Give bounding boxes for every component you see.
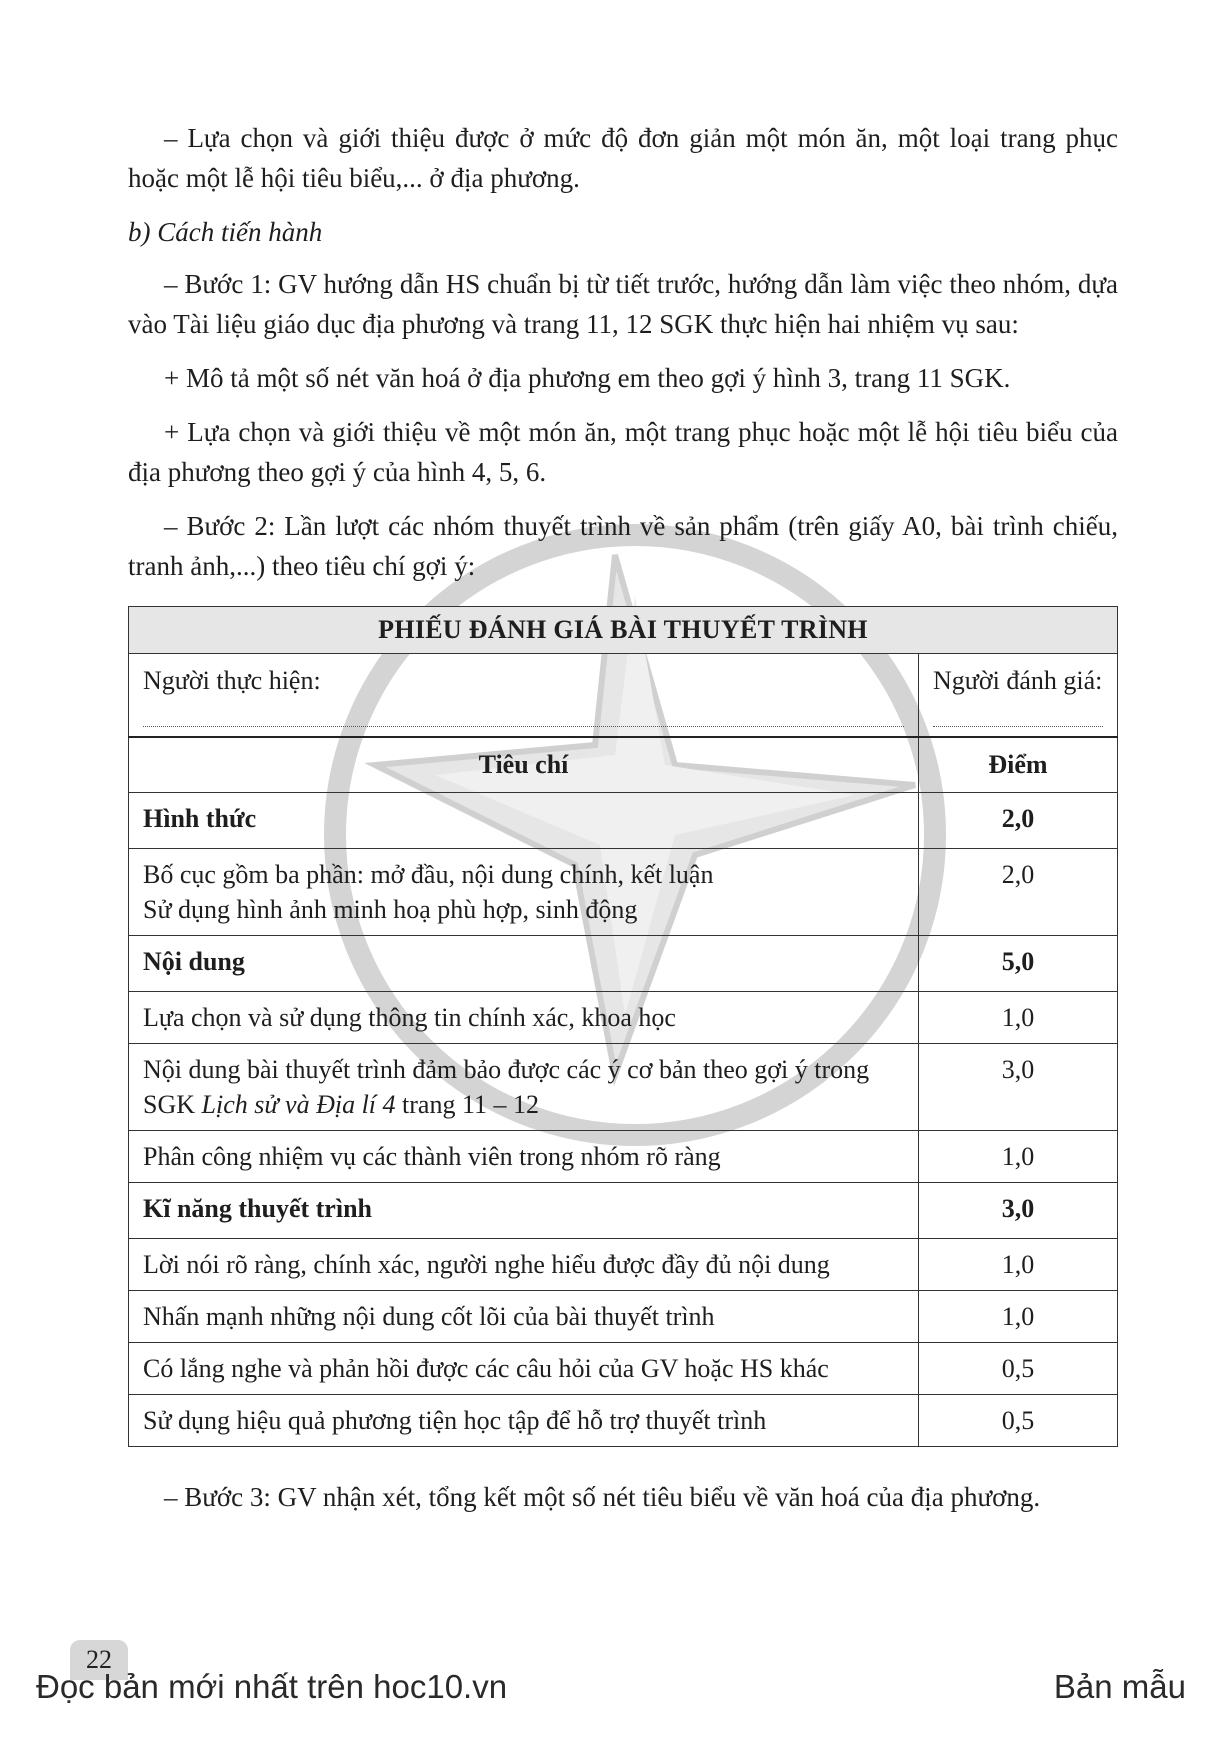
task2-paragraph: + Lựa chọn và giới thiệu về một món ăn, một trang phục hoặc một lễ hội tiêu biểu của địa phương theo gợi ý của hình 4, 5, 6. [128,417,1118,487]
table-row [129,1343,1118,1395]
criterion-text: Nhấn mạnh những nội dung cốt lõi của bài thuyết trình [129,1291,919,1343]
step2-paragraph: – Bước 2: Lần lượt các nhóm thuyết trình về sản phẩm (trên giấy A0, bài trình chiếu, tranh ảnh,...) theo tiêu chí gợi ý: [128,511,1118,581]
table-row [129,849,1118,936]
criterion-line: Bố cục gồm ba phần: mở đầu, nội dung chính, kết luận [143,860,714,889]
criterion-points: 3,0 [919,1044,1118,1131]
footer-source-link[interactable]: Đọc bản mới nhất trên hoc10.vn [36,1668,508,1705]
criterion-text-part: trang 11 – 12 [395,1090,539,1119]
criterion-text: Có lắng nghe và phản hồi được các câu hỏi của GV hoặc HS khác [129,1343,919,1395]
step1-paragraph: – Bước 1: GV hướng dẫn HS chuẩn bị từ tiết trước, hướng dẫn làm việc theo nhóm, dựa vào Tài liệu giáo dục địa phương và trang 11, 12 SGK thực hiện hai nhiệm vụ sau: [128,269,1118,339]
criterion-points: 1,0 [919,1239,1118,1291]
criterion-text: Lời nói rõ ràng, chính xác, người nghe hiểu được đầy đủ nội dung [129,1239,919,1291]
criterion-text-part: Nội dung bài thuyết trình đảm bảo được các ý cơ bản theo gợi ý trong SGK [143,1055,870,1119]
criterion-line: Sử dụng hình ảnh minh hoạ phù hợp, sinh động [143,895,638,924]
evaluation-table [128,606,1118,1447]
evaluator-cell [919,654,1118,738]
criterion-points: 1,0 [919,992,1118,1044]
section-content-points: 5,0 [919,936,1118,992]
table-row [129,1183,1118,1239]
textbook-title: Lịch sử và Địa lí 4 [201,1090,396,1119]
evaluator-label: Người đánh giá: [933,666,1103,695]
criterion-points: 2,0 [919,849,1118,936]
table-row [129,1239,1118,1291]
criterion-text: Sử dụng hiệu quả phương tiện học tập để hỗ trợ thuyết trình [129,1395,919,1447]
page-number: 22 [70,1640,128,1680]
section-form-points: 2,0 [919,793,1118,849]
objective-paragraph: – Lựa chọn và giới thiệu được ở mức độ đơn giản một món ăn, một loại trang phục hoặc một lễ hội tiêu biểu,... ở địa phương. [128,123,1118,193]
section-skills-label: Kĩ năng thuyết trình [129,1183,919,1239]
footer-sample-label: Bản mẫu [1053,1668,1186,1705]
criterion-text: Phân công nhiệm vụ các thành viên trong nhóm rõ ràng [129,1131,919,1183]
criterion-text: Lựa chọn và sử dụng thông tin chính xác, khoa học [129,992,919,1044]
criteria-header: Tiêu chí [129,737,919,793]
table-row [129,793,1118,849]
table-row [129,1131,1118,1183]
table-row [129,1291,1118,1343]
presenter-dotted-line [143,704,904,727]
page-content [128,118,1118,1531]
criterion-points: 1,0 [919,1131,1118,1183]
section-heading: b) Cách tiến hành [128,217,323,247]
criterion-text [129,1044,919,1131]
task1-paragraph: + Mô tả một số nét văn hoá ở địa phương em theo gợi ý hình 3, trang 11 SGK. [164,363,1011,393]
criterion-text [129,849,919,936]
criterion-points: 1,0 [919,1291,1118,1343]
points-header: Điểm [919,737,1118,793]
step3-paragraph: – Bước 3: GV nhận xét, tổng kết một số nét tiêu biểu về văn hoá của địa phương. [164,1482,1041,1512]
criterion-points: 0,5 [919,1343,1118,1395]
table-row [129,1044,1118,1131]
section-content-label: Nội dung [129,936,919,992]
evaluator-dotted-line [933,704,1103,727]
criterion-points: 0,5 [919,1395,1118,1447]
table-row [129,936,1118,992]
table-row [129,1395,1118,1447]
section-form-label: Hình thức [129,793,919,849]
table-row [129,992,1118,1044]
presenter-cell [129,654,919,738]
presenter-label: Người thực hiện: [143,666,321,695]
section-skills-points: 3,0 [919,1183,1118,1239]
table-title: PHIẾU ĐÁNH GIÁ BÀI THUYẾT TRÌNH [129,607,1118,654]
